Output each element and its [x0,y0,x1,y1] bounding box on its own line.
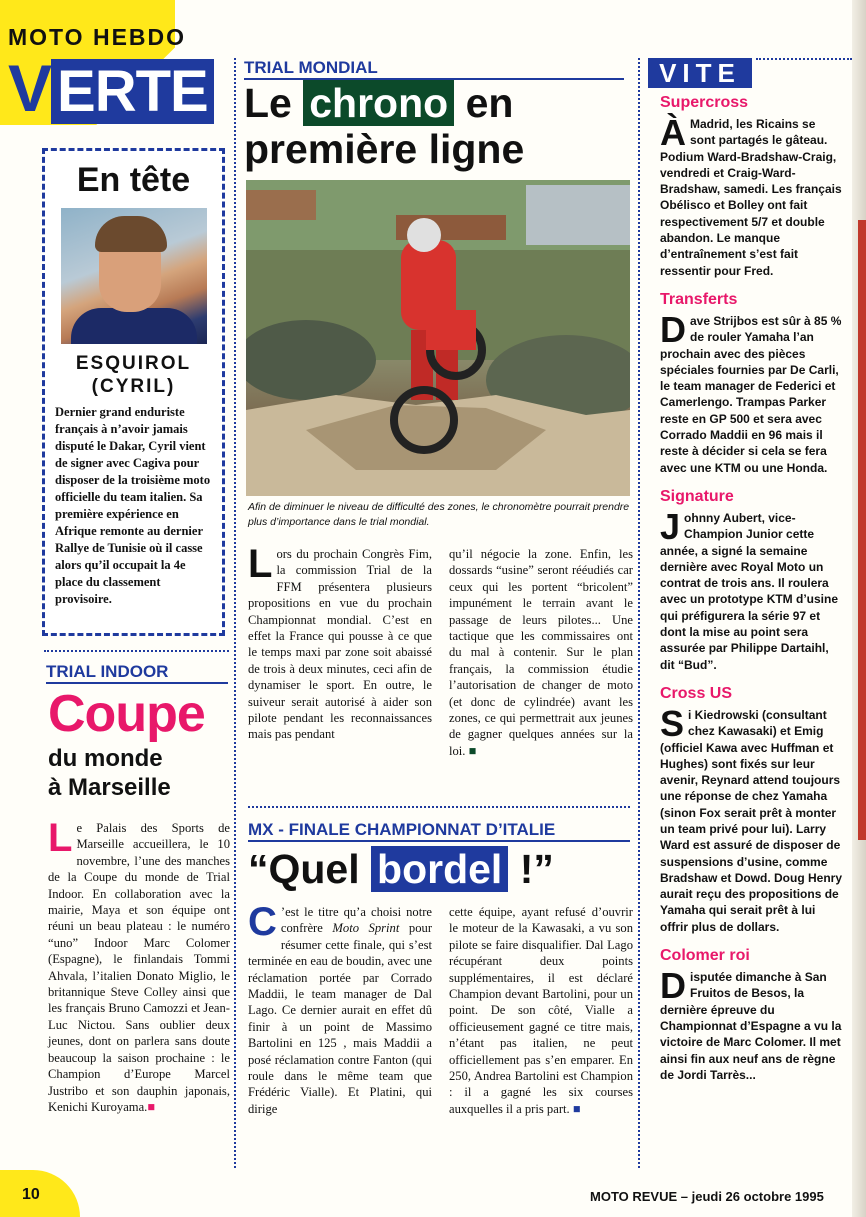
vite-column [660,94,844,1083]
trial-mondial-col1 [248,542,432,743]
trial-mondial-headline [244,80,524,172]
headline-pre: “Quel [248,846,372,892]
vite-item-drop: S [660,702,685,744]
headline-post: !” [508,846,554,892]
column-separator-right [638,58,640,1168]
end-square-icon: ■ [147,1099,155,1114]
vite-item-drop: J [660,505,681,547]
mx-italie-col2-text: cette équipe, ayant refusé d’ouvrir le moteur de la Kawasaki, a vu son pilote se faire disqualifier. Dal Lago récupérant deux points supplémentaires, il est déclaré Champion devant Bartolini, pour un point. De son côté, Vialle a officieusement gagné ce titre mais, n’étant pas italien, ne peut officiellement pas s’en emparer. En 250, Andrea Bartolini est Champion : il a gagné les six courses auxquelles il a pris part. [449,905,633,1116]
vite-rule [756,58,852,60]
page-edge-red-strip [858,220,866,840]
column-separator-left [234,58,236,1168]
vite-item-supercross [660,94,844,279]
headline-pre: Le [244,80,304,126]
vite-item-cross-us [660,685,844,935]
trial-indoor-subtitle [48,744,171,802]
trial-mondial-col2-text: qu’il négocie la zone. Enfin, les dossards “usine” seront rééudiés car ceux qui les portent “bricolent” impunément le terrain avant le passage de leurs pilotes... Une tactique que les commissaires ont du mal à contenir. Sur le plan français, la commission étudie l’autorisation de changer de moto (et donc de cylindrée) avant les zones, ce qui permettrait aux jeunes de gagner quelques années sur la loi. [449,547,633,758]
masthead-verte-v: V [8,51,52,125]
en-tete-name-line1: ESQUIROL [75,353,192,374]
vite-item-transferts [660,291,844,476]
mx-italie-headline [248,846,554,892]
esquirol-portrait-photo [61,208,207,344]
vite-item-head: Cross US [660,684,733,702]
end-square-icon: ■ [572,1101,581,1116]
trial-indoor-subtitle-l2: du monde [48,745,163,772]
mx-italie-section-label: MX - FINALE CHAMPIONNAT D’ITALIE [248,820,630,842]
mx-italie-col1-em: Moto Sprint [332,921,400,936]
trial-photo-caption: Afin de diminuer le niveau de difficulté des zones, le chronomètre pourrait prendre plus d’importance dans le trial mondial. [248,501,630,528]
vite-item-text: isputée dimanche à San Fruitos de Besos, la dernière épreuve du Championnat d’Espagne a vu la victoire de Marc Colomer. Il met ainsi fin aux neuf ans de règne de Jordi Tarrès... [660,970,842,1082]
en-tete-text: Dernier grand enduriste français à n’avoir jamais disputé le Dakar, Cyril vient de signer avec Cagiva pour disposer de la troisième moto officielle du team italien. Sa première expérience en Afrique remonte au dernier Rallye de Tunisie où il casse alors qu’il occupait la 4e place du classement provisoire. [55,405,211,606]
trial-indoor-subtitle-l3: à Marseille [48,774,171,801]
trial-mondial-col2 [449,546,633,759]
mx-italie-col1 [248,900,433,1117]
mx-italie-col2 [449,904,633,1117]
masthead-hebdo: HEBDO [92,24,187,50]
masthead-moto: MOTO [8,24,85,50]
mx-italie-rule [248,806,630,808]
en-tete-name-line2: (CYRIL) [91,376,176,397]
footer-yellow-tab [0,1170,80,1217]
trial-indoor-section-label: TRIAL INDOOR [46,662,228,684]
trial-mondial-dropcap: L [248,542,273,586]
vite-item-head: Signature [660,487,734,505]
vite-item-drop: D [660,965,686,1007]
trial-indoor-rule [44,650,229,652]
masthead-verte-rest: ERTE [51,59,214,124]
vite-item-head: Transferts [660,290,738,308]
en-tete-box [42,148,225,636]
vite-item-drop: À [660,112,686,153]
headline-chrono-highlight: chrono [303,80,454,126]
vite-item-colomer-roi [660,947,844,1083]
en-tete-name [55,352,212,398]
trial-indoor-text: e Palais des Sports de Marseille accueillera, le 10 novembre, l’une des manches de la Coupe du monde de Trial Indoor. En collaboration avec la mairie, Maya et son équipe ont réuni un beau plateau : le numéro “uno” Indoor Marc Colomer (Espagne), le finlandais Tommi Ahvala, l’italien Donato Miglio, le britannique Steve Colley ainsi que les français Bruno Camozzi et Jean-Luc Nictou. Sans oublier deux jeunes, dont on parlera sans doute beaucoup la saison prochaine : le Champion d’Europe Marcel Justribo et son dauphin japonais, Kenichi Kuroyama. [48,821,230,1114]
mx-italie-col1-a: ’est le titre qu’a choisi notre confrère [280,905,432,936]
vite-item-drop: D [660,308,686,350]
vite-item-text: Madrid, les Ricains se sont partagés le gâteau. Podium Ward-Bradshaw-Craig, vendredi et Craig-Ward-Bradshaw, samedi. Les français Obélisco et Bolley ont fait respectivement 5/7 et double abandon. Le manque d’entraînement s’est fait ressentir pour Fred. [660,117,842,278]
headline-post: en [454,80,514,126]
end-square-icon: ■ [468,743,477,758]
vite-item-head: Colomer roi [660,947,750,965]
trial-indoor-article [48,816,230,1115]
footer-publication: MOTO REVUE – jeudi 26 octobre 1995 [590,1189,824,1204]
masthead-verte [8,51,214,125]
vite-badge: VITE [648,58,752,88]
trial-indoor-dropcap: L [48,816,73,860]
mx-italie-dropcap: C [248,900,277,944]
headline-bordel-highlight: bordel [371,846,508,892]
trial-rider-photo [246,180,630,496]
vite-item-text: ave Strijbos est sûr à 85 % de rouler Yamaha l’an prochain avec des pièces spéciales fournies par De Carli, le team manager de Federici et Camerlengo. Trampas Parker reste en GP 500 et sera avec Corrado Maddii en 96 mais il reste à décider si cela se fera avec une KTM ou une Honda. [660,313,842,475]
vite-item-text: ohnny Aubert, vice-Champion Junior cette année, a signé la semaine dernière avec Royal Moto un contrat de trois ans. Il roulera avec un prototype KTM d’usine qui préfigurera la série 97 et dont la mise au point sera assurée par Philippe Dartaihl, dit “Bud”. [660,510,839,672]
vite-item-head: Supercross [660,94,749,111]
page-number: 10 [22,1186,40,1203]
trial-mondial-col1-text: ors du prochain Congrès Fim, la commission Trial de la FFM présentera plusieurs propositions en vue du prochain Championnat mondial. C’est en effet la France qui pousse à ce que le temps maxi par zone soit abaissé de trois à deux minutes, ceci afin de dynamiser le sport. En outre, le suiveur serait autorisé à aider son pilote pendant les reconnaissances mais pas pendant [248,547,432,742]
vite-item-text: i Kiedrowski (consultant chez Kawasaki) et Emig (officiel Kawa avec Huffman et Hughes) sont fixés sur leur avenir, Reynard attend toujours une réponse de chez Yamaha (sinon Fox serait prêt à monter un team privé pour lui). Larry Ward est assuré de disposer de suspensions d’usine, comme Bradshaw et Dowd. Doug Henry aurait reçu des propositions de Yamaha qui serait prêt à lui offrir plus de dollars. [660,707,843,934]
headline-line2: première ligne [244,126,525,172]
masthead-moto-hebdo [8,24,186,51]
trial-indoor-title-coupe: Coupe [48,685,205,743]
vite-item-signature [660,488,844,673]
mx-italie-col1-b: pour résumer cette finale, qui s’est terminée en eau de boudin, avec une réclamation portée par Corrado Maddii, le team manager de Dal Lago. Ce dernier aurait en effet dû finir à un point de Massimo Bartolini en 125 , mais Maddii a posé réclamation contre Fanton (qui roule dans le même team que Frédéric Vialle). Et Platini, qui dirige [248,921,433,1116]
en-tete-title: En tête [76,161,191,199]
trial-mondial-section-label: TRIAL MONDIAL [244,58,624,80]
